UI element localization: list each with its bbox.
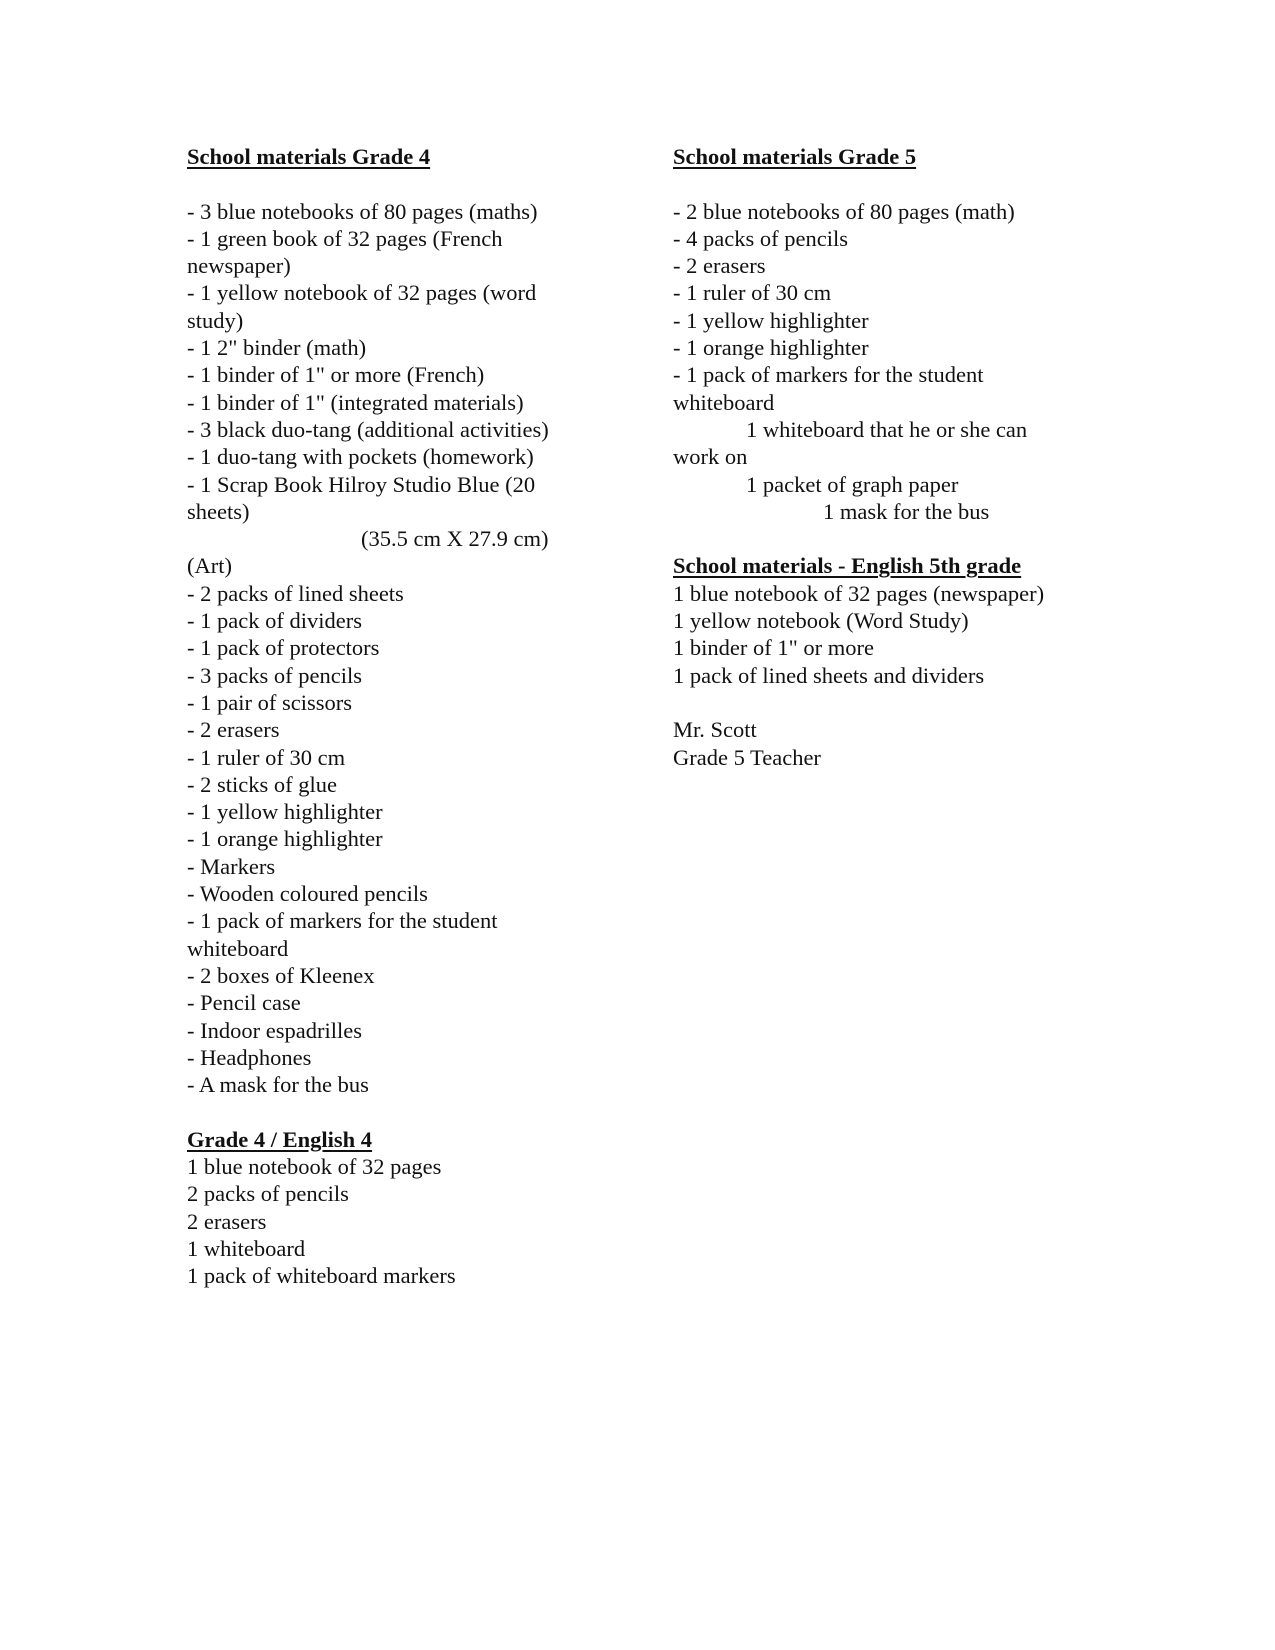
list-item: - 1 pack of dividers [187, 608, 362, 634]
list-item: 1 binder of 1" or more [673, 635, 875, 661]
spacer [673, 525, 1113, 552]
list-item: - 1 duo-tang with pockets (homework) [187, 444, 534, 470]
list-item: - Markers [187, 853, 276, 879]
grade5-column [673, 143, 1113, 771]
list-item: 2 packs of pencils [187, 1181, 349, 1207]
list-item: - 1 yellow highlighter [187, 799, 383, 825]
list-item: - 2 erasers [187, 717, 280, 743]
list-item: 2 erasers [187, 1208, 267, 1234]
grade4-english-list [187, 1153, 617, 1289]
list-item: - 1 pack of markers for the student [673, 362, 984, 388]
list-item: - Headphones [187, 1044, 312, 1070]
list-item: - Indoor espadrilles [187, 1017, 362, 1043]
list-item: 1 packet of graph paper [746, 471, 959, 497]
list-item: whiteboard [673, 389, 775, 415]
list-item: study) [187, 307, 244, 333]
grade4-english-heading: Grade 4 / English 4 [187, 1126, 373, 1152]
spacer [673, 170, 1113, 197]
spacer [187, 170, 617, 197]
list-item: 1 pack of lined sheets and dividers [673, 662, 985, 688]
signature-name: Mr. Scott [673, 717, 757, 743]
grade4-list [187, 198, 617, 1099]
list-item: - 2 erasers [673, 253, 766, 279]
list-item: - 1 pack of markers for the student [187, 908, 498, 934]
list-item: newspaper) [187, 253, 291, 279]
list-item: - 3 black duo-tang (additional activities) [187, 416, 549, 442]
list-item: work on [673, 444, 748, 470]
list-item: 1 blue notebook of 32 pages (newspaper) [673, 580, 1045, 606]
list-item: - 1 ruler of 30 cm [673, 280, 832, 306]
list-item: 1 whiteboard [187, 1235, 306, 1261]
list-item: - 3 blue notebooks of 80 pages (maths) [187, 198, 538, 224]
list-item: - 1 binder of 1" or more (French) [187, 362, 485, 388]
list-item: - 1 orange highlighter [673, 335, 869, 361]
list-item: - 1 pack of protectors [187, 635, 380, 661]
list-item: - 3 packs of pencils [187, 662, 362, 688]
list-item: - 1 yellow notebook of 32 pages (word [187, 280, 537, 306]
grade5-list [673, 198, 1113, 526]
list-item: 1 yellow notebook (Word Study) [673, 608, 969, 634]
grade4-heading: School materials Grade 4 [187, 144, 431, 169]
list-item: sheets) [187, 498, 250, 524]
list-item: - 1 Scrap Book Hilroy Studio Blue (20 [187, 471, 536, 497]
grade5-english-heading: School materials - English 5th grade [673, 553, 1022, 579]
signature-title: Grade 5 Teacher [673, 744, 821, 770]
spacer [187, 1098, 617, 1125]
grade5-english-list [673, 580, 1113, 689]
grade5-heading: School materials Grade 5 [673, 144, 917, 169]
list-item: 1 blue notebook of 32 pages [187, 1153, 442, 1179]
list-item: - 1 binder of 1" (integrated materials) [187, 389, 524, 415]
list-item: - A mask for the bus [187, 1072, 369, 1098]
list-item: - 2 blue notebooks of 80 pages (math) [673, 198, 1015, 224]
signature [673, 716, 1113, 771]
list-item: - 1 orange highlighter [187, 826, 383, 852]
list-item: - 2 packs of lined sheets [187, 580, 404, 606]
list-item: - 2 sticks of glue [187, 771, 337, 797]
list-item: (35.5 cm X 27.9 cm) [361, 526, 549, 552]
list-item: - 1 pair of scissors [187, 689, 352, 715]
list-item: (Art) [187, 553, 232, 579]
list-item: - 1 ruler of 30 cm [187, 744, 346, 770]
list-item: 1 mask for the bus [823, 498, 990, 524]
list-item: 1 whiteboard that he or she can [746, 416, 1028, 442]
list-item: - 4 packs of pencils [673, 225, 848, 251]
list-item: - 1 2" binder (math) [187, 335, 367, 361]
list-item: - 2 boxes of Kleenex [187, 962, 375, 988]
list-item: whiteboard [187, 935, 289, 961]
spacer [673, 689, 1113, 716]
list-item: 1 pack of whiteboard markers [187, 1263, 456, 1289]
grade4-column [187, 143, 617, 1289]
list-item: - 1 yellow highlighter [673, 307, 869, 333]
list-item: - Pencil case [187, 990, 301, 1016]
list-item: - Wooden coloured pencils [187, 881, 428, 907]
list-item: - 1 green book of 32 pages (French [187, 225, 503, 251]
